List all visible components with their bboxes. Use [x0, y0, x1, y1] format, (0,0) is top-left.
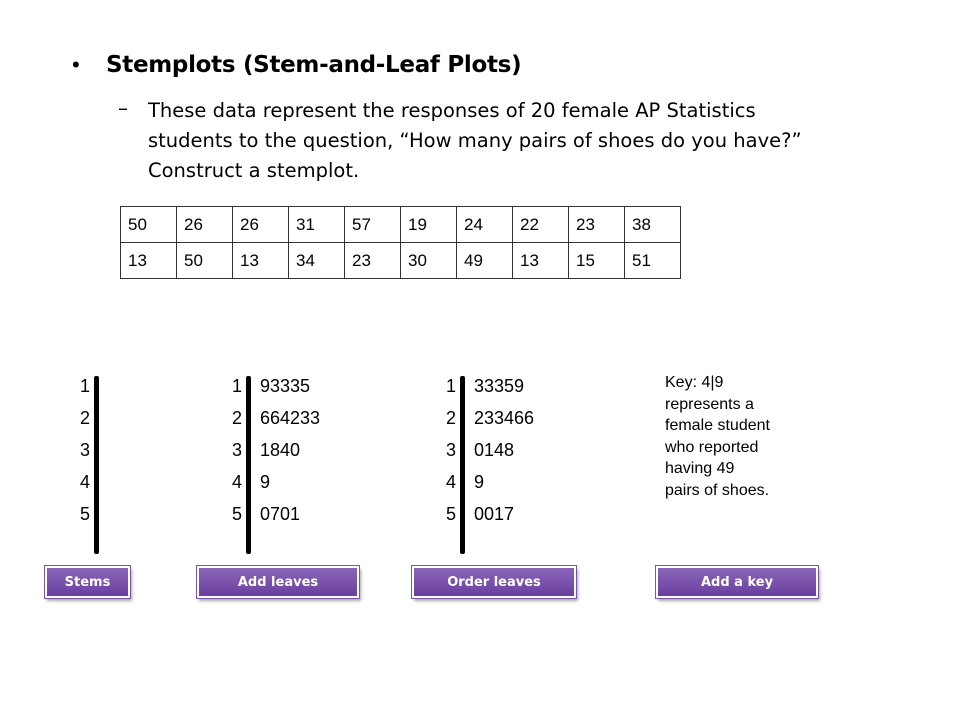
- stem: 2: [445, 408, 456, 428]
- table-cell: 31: [289, 207, 345, 243]
- leaf-column: [260, 372, 320, 532]
- stem: 3: [231, 440, 242, 460]
- table-cell: 13: [513, 243, 569, 279]
- table-cell: 51: [625, 243, 681, 279]
- table-cell: 26: [233, 207, 289, 243]
- stem: 5: [79, 504, 90, 524]
- stem: 1: [445, 376, 456, 396]
- stem-divider-line: [94, 376, 99, 554]
- leaves: 664233: [260, 408, 321, 428]
- table-cell: 30: [401, 243, 457, 279]
- stem: 4: [79, 472, 90, 492]
- table-cell: 38: [625, 207, 681, 243]
- stem: 2: [231, 408, 242, 428]
- table-cell: 23: [345, 243, 401, 279]
- table-cell: 15: [569, 243, 625, 279]
- stem: 4: [445, 472, 456, 492]
- slide-title: Stemplots (Stem-and-Leaf Plots): [106, 52, 522, 78]
- table-cell: 24: [457, 207, 513, 243]
- key-line: pairs of shoes.: [665, 481, 770, 499]
- table-cell: 49: [457, 243, 513, 279]
- leaves: 233466: [474, 408, 535, 428]
- leaves: 0701: [260, 504, 301, 524]
- table-cell: 50: [177, 243, 233, 279]
- stem: 2: [79, 408, 90, 428]
- key-line: female student: [665, 417, 770, 434]
- data-table: [120, 206, 681, 279]
- order-leaves-button[interactable]: Order leaves: [412, 566, 576, 598]
- key-line: having 49: [665, 460, 735, 477]
- stem: 5: [231, 504, 242, 524]
- key-line: represents a: [665, 395, 754, 413]
- leaves: 0017: [474, 504, 515, 524]
- table-row: [121, 207, 681, 243]
- stemplot-stems: [66, 372, 146, 562]
- stems-button[interactable]: Stems: [45, 566, 130, 598]
- key-line: Key: 4|9: [665, 374, 724, 391]
- sub-bullet: [118, 96, 838, 186]
- table-cell: 13: [121, 243, 177, 279]
- stem-column: [218, 372, 242, 532]
- stem-column: [66, 372, 90, 532]
- stem: 4: [231, 472, 242, 492]
- table-cell: 19: [401, 207, 457, 243]
- table-cell: 50: [121, 207, 177, 243]
- slide-subtitle: These data represent the responses of 20 female AP Statistics students to the question, “How many pairs of shoes do you have?” Construct a stemplot.: [148, 99, 802, 182]
- leaves: 93335: [260, 376, 311, 396]
- stem-divider-line: [460, 376, 465, 554]
- stemplot-ordered-leaves: [432, 372, 592, 562]
- leaves: 33359: [474, 376, 525, 396]
- leaves: 9: [260, 472, 271, 492]
- stem-column: [432, 372, 456, 532]
- key-line: who reported: [665, 438, 759, 456]
- main-bullet: [72, 52, 521, 78]
- add-leaves-button[interactable]: Add leaves: [197, 566, 359, 598]
- leaves: 1840: [260, 440, 301, 460]
- stemplot-key: [665, 372, 835, 501]
- stem: 3: [79, 440, 90, 460]
- table-cell: 22: [513, 207, 569, 243]
- table-cell: 34: [289, 243, 345, 279]
- table-cell: 13: [233, 243, 289, 279]
- stem: 3: [445, 440, 456, 460]
- bullet-dot: •: [72, 52, 80, 77]
- leaf-column: [474, 372, 534, 532]
- sub-bullet-dash: –: [118, 96, 128, 120]
- table-cell: 26: [177, 207, 233, 243]
- add-key-button[interactable]: Add a key: [656, 566, 818, 598]
- table-cell: 57: [345, 207, 401, 243]
- leaves: 9: [474, 472, 485, 492]
- stem-divider-line: [246, 376, 251, 554]
- stemplot-add-leaves: [218, 372, 378, 562]
- table-cell: 23: [569, 207, 625, 243]
- table-row: [121, 243, 681, 279]
- stem: 1: [79, 376, 90, 396]
- leaves: 0148: [474, 440, 515, 460]
- stem: 1: [231, 376, 242, 396]
- stem: 5: [445, 504, 456, 524]
